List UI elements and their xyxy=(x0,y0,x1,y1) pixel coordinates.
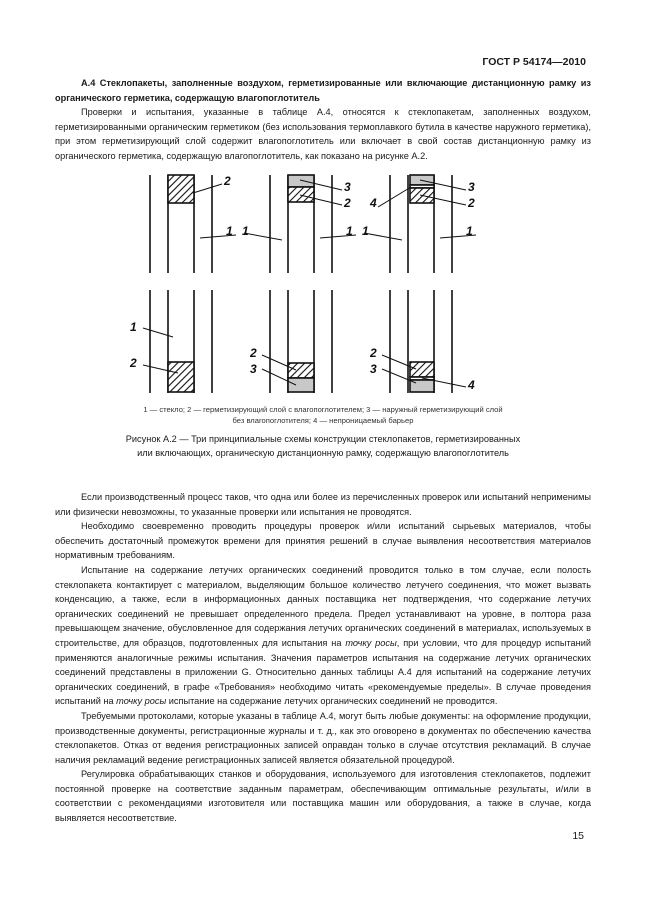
page-number: 15 xyxy=(572,830,584,842)
p3-dew-point-2: точку росы xyxy=(116,696,167,707)
label-1-s3b: 1 xyxy=(466,224,473,238)
section-a4 xyxy=(55,76,591,164)
label-1-s2a: 1 xyxy=(242,224,249,238)
paragraph-5: Регулировка обрабатывающих станков и оборудования, используемого для изготовления стеклопакетов, подлежит постоянной проверке на соответствие заданным параметрам, обеспечивающим оптимальные результаты, и/или в соответствии с рекомендациями изготовителя или поставщика машин или оборудования, а также в случае, когда выявляется несоответствие. xyxy=(55,769,591,824)
section-intro: Проверки и испытания, указанные в таблице А.4, относятся к стеклопакетам, заполненных воздухом, герметизированными органическим герметиком (без использования термоплавкого бутила в качестве наружного герметика), при этом герметизирующий слой содержит влагопоглотитель или включает в свой состав дистанционную рамку из органического герметика, содержащую влагопоглотитель, как показано на рисунке А.2. xyxy=(55,107,591,161)
paragraph-4: Требуемыми протоколами, которые указаны в таблице А.4, могут быть любые документы: на оформление продукции, производственные документы, регистрационные журналы и т. д., как это оговорено в документах по обеспечению качества стеклопакетов. Отказ от ведения регистрационных записей оправдан только в случае отсутствия рекламаций. В случае наличия рекламаций ведение регистрационных записей является обязательной процедурой. xyxy=(55,710,591,765)
caption-line-2: или включающих, органическую дистанционную рамку, содержащую влагопоглотитель xyxy=(137,448,509,458)
figure-a2 xyxy=(0,165,646,405)
scheme3-top xyxy=(390,175,452,273)
p3-part-b: , при условии, что для процедур испытаний применяются аналогичные режимы испытания. Значения параметров испытания на содержание летучих органических соединений представлены в приложении G. Относительно данных таблицы А.4 для испытаний на содержание летучих органических соединений, в графе «Требования» необходимо читать «рекомендуемые пределы». В случае проведения испытаний на xyxy=(55,637,592,707)
label-4-s3b: 4 xyxy=(468,378,475,392)
label-2-s3b: 2 xyxy=(370,346,377,360)
figure-caption xyxy=(60,432,586,460)
label-3-s3b: 3 xyxy=(370,362,377,376)
figure-legend xyxy=(60,404,586,426)
label-3-s2b: 3 xyxy=(250,362,257,376)
label-3-s2: 3 xyxy=(344,180,351,194)
label-1-s3a: 1 xyxy=(362,224,369,238)
body-text xyxy=(55,490,591,826)
document-code: ГОСТ Р 54174—2010 xyxy=(482,56,586,68)
p3-part-c: испытание на содержание летучих органических соединений не проводится. xyxy=(166,696,498,707)
paragraph-1: Если производственный процесс таков, что одна или более из перечисленных проверок или испытаний неприменимы или физически невозможны, то указанные проверки или испытания не проводятся. xyxy=(55,492,591,517)
label-2-s1b: 2 xyxy=(130,356,137,370)
p3-part-a: Испытание на содержание летучих органических соединений проводится только в том случае, если полость стеклопакета контактирует с материалом, выделяющим большое количество летучего соединения, что может вызвать конденсацию, а также, если в информационных данных поставщика нет подтверждения, что содержание летучих органических соединений не превышает определенного предела. Предел устанавливают на уровне, в полтора раза превышающем значение, обусловленное для содержания летучих органических соединений в материалах, используемых в строительстве, для образцов, подготовленных для испытания на xyxy=(55,564,591,648)
label-3-s3: 3 xyxy=(468,180,475,194)
p3-dew-point-1: точку росы xyxy=(345,637,397,648)
label-2-s2: 2 xyxy=(344,196,351,210)
label-1-s1b: 1 xyxy=(130,320,137,334)
label-2-s3: 2 xyxy=(468,196,475,210)
caption-line-1: Рисунок А.2 — Три принципиальные схемы конструкции стеклопакетов, герметизированных xyxy=(125,434,521,444)
paragraph-2: Необходимо своевременно проводить процедуры проверок и/или испытаний сырьевых материалов, чтобы обеспечить достаточный промежуток времени для принятия решений в случае выявления несоответствия материалов нормативным требованиям. xyxy=(55,521,591,561)
label-4-s3: 4 xyxy=(370,196,377,210)
label-1-s1: 1 xyxy=(226,224,233,238)
scheme3-bottom xyxy=(390,290,452,393)
label-1-s2b: 1 xyxy=(346,224,353,238)
label-2-s1: 2 xyxy=(224,174,231,188)
legend-line-1: 1 — стекло; 2 — герметизирующий слой с влагопоглотителем; 3 — наружный герметизирующий слой xyxy=(143,405,503,414)
label-2-s2b: 2 xyxy=(250,346,257,360)
paragraph-3 xyxy=(55,563,591,709)
scheme1-bottom xyxy=(150,290,212,393)
legend-line-2: без влагопоглотителя; 4 — непроницаемый барьер xyxy=(232,416,414,425)
scheme2-top xyxy=(270,175,332,273)
section-heading: А.4 Стеклопакеты, заполненные воздухом, герметизированные или включающие дистанционную рамку из органического герметика, содержащую влагопоглотитель xyxy=(55,78,591,103)
